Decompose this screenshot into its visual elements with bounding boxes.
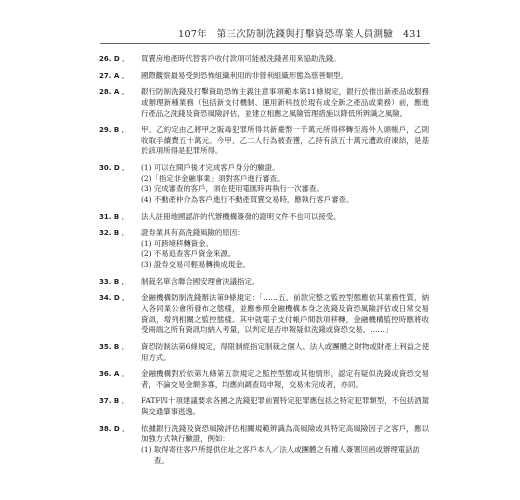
answer-item — [99, 277, 429, 288]
explanation-subitem: (1) 取得寄往客戶所提供住址之客戶本人／法人或團體之有權人簽署回函或辦理電話訪查。 — [141, 444, 420, 465]
explanation-text: 甲、乙約定由乙將甲之販毒犯罪所得共新臺幣一千萬元所得移轉至海外人頭帳戶，乙則收取手續費五十萬元。今甲、乙二人行為被查獲，乙持有該五十萬元遭政府凍結，是基於該項所得是犯罪所得。 — [141, 125, 429, 156]
answer-number: 30. D ． — [99, 164, 130, 173]
answer-explanation — [141, 369, 429, 390]
answer-item — [99, 293, 429, 335]
answer-number: 28. A ． — [99, 88, 129, 97]
answer-number: 36. A ． — [99, 370, 129, 379]
answer-number: 32. B ． — [99, 229, 129, 238]
explanation-sublist — [141, 239, 429, 271]
explanation-subitem: (1) 可跨境移轉資金。 — [141, 238, 213, 248]
explanation-sublist — [141, 163, 429, 205]
answer-explanation — [141, 277, 429, 288]
explanation-text: FATF四十項建議要求各國之洗錢犯罪前置特定犯罪應包括之特定犯罪類型，不包括酒駕與交通肇事逃逸。 — [141, 396, 429, 417]
answer-number: 27. A ． — [99, 71, 129, 80]
answer-number: 38. D ． — [99, 424, 130, 433]
answer-number: 37. B ． — [99, 397, 129, 406]
answer-explanation — [141, 71, 429, 82]
explanation-subitem: (3) 證券交易可輕易轉換成現金。 — [141, 260, 250, 270]
answer-item — [99, 396, 429, 417]
answer-number: 35. B ． — [99, 342, 129, 351]
explanation-text: 制裁名單含聯合國安理會決議指定。 — [141, 276, 260, 286]
explanation-subitem: (3) 完成審查的客戶，須在使用電匯時再執行一次審查。 — [141, 184, 324, 194]
answer-item — [99, 228, 429, 270]
answer-number: 33. B ． — [99, 277, 129, 286]
page-header: 107年 第三次防制洗錢與打擊資恐專業人員測驗 431 — [178, 29, 422, 40]
answer-number: 31. B ． — [99, 212, 129, 221]
explanation-subitem: (1) 可以在開戶後才完成客戶身分的驗證。 — [141, 163, 280, 173]
explanation-text: 國際觀察最易受到恐怖組織利用的非營利組織形態為慈善類型。 — [141, 70, 348, 80]
answer-number: 29. B ． — [99, 126, 129, 135]
answer-explanation — [141, 424, 429, 466]
answer-number: 26. D ． — [99, 55, 130, 63]
answer-list — [99, 54, 429, 472]
answer-explanation — [141, 125, 429, 157]
answer-item — [99, 125, 429, 157]
explanation-text: 買賣房地產時代替客戶收付款項可能被洗錢者用來協助洗錢。 — [141, 54, 341, 63]
answer-explanation — [141, 228, 429, 270]
answer-explanation — [141, 212, 429, 223]
answer-item — [99, 369, 429, 390]
explanation-text: 法人註冊地國認許的代辦機構簽發的證明文件不也可以接受。 — [141, 211, 341, 221]
answer-item — [99, 54, 429, 65]
explanation-text: 資恐防制法第6條規定，得限制經指定制裁之個人、法人或團體之財物或財產上利益之使用方式。 — [141, 341, 429, 362]
answer-explanation — [141, 163, 429, 205]
explanation-text: 證券業具有高洗錢風險的原因： — [141, 228, 245, 238]
explanation-text: 依據銀行洗錢及資恐風險評估相關規範辨識為高風險或具特定高風險因子之客戶，應以加強方式執行驗證，例如： — [141, 423, 429, 444]
explanation-subitem: (4) 不動產仲介為客戶進行不動產買賣交易時，應執行客戶審查。 — [141, 194, 354, 204]
header-divider — [100, 43, 430, 44]
answer-item — [99, 212, 429, 223]
explanation-subitem: (2) 不易追查客戶資金來源。 — [141, 249, 236, 259]
answer-item — [99, 424, 429, 466]
explanation-subitem: (2)「指定非金融事業」須對客戶進行審查。 — [141, 173, 285, 183]
answer-explanation — [141, 293, 429, 335]
answer-explanation — [141, 87, 429, 119]
answer-number: 34. D ． — [99, 294, 130, 303]
explanation-text: 金融機構防制洗錢辦法第9條規定：「……五、前款完整之監控型態應依其業務性質，納入各同業公會所發布之態樣，並應參照金融機構本身之洗錢及資恐風險評估或日常交易資訊，增列相關之監控態樣。其中就電子支付帳戶間款項移轉，金融機構監控時應將收受兩端之所有資訊均納入考量，以判定是否申報疑似洗錢或資恐交易。……」 — [141, 293, 429, 335]
explanation-sublist — [141, 445, 429, 466]
answer-item — [99, 87, 429, 119]
answer-item — [99, 163, 429, 205]
answer-explanation — [141, 54, 429, 65]
answer-explanation — [141, 396, 429, 417]
answer-explanation — [141, 342, 429, 363]
answer-item — [99, 71, 429, 82]
answer-item — [99, 342, 429, 363]
explanation-text: 銀行防制洗錢及打擊資助恐怖主義注意事項範本第11條規定，銀行於推出新產品或服務或辦理新種業務（包括新支付機制、運用新科技於現有或全新之產品或業務）前，應進行產品之洗錢及資恐風險評估，並建立相應之風險管理措施以降低所辨識之風險。 — [141, 87, 429, 118]
explanation-text: 金融機構對於依第九條第五款規定之監控型態或其他情形，認定有疑似洗錢或資恐交易者，不論交易金額多寡，均應向調查局申報，交易未完成者，亦同。 — [141, 369, 429, 389]
